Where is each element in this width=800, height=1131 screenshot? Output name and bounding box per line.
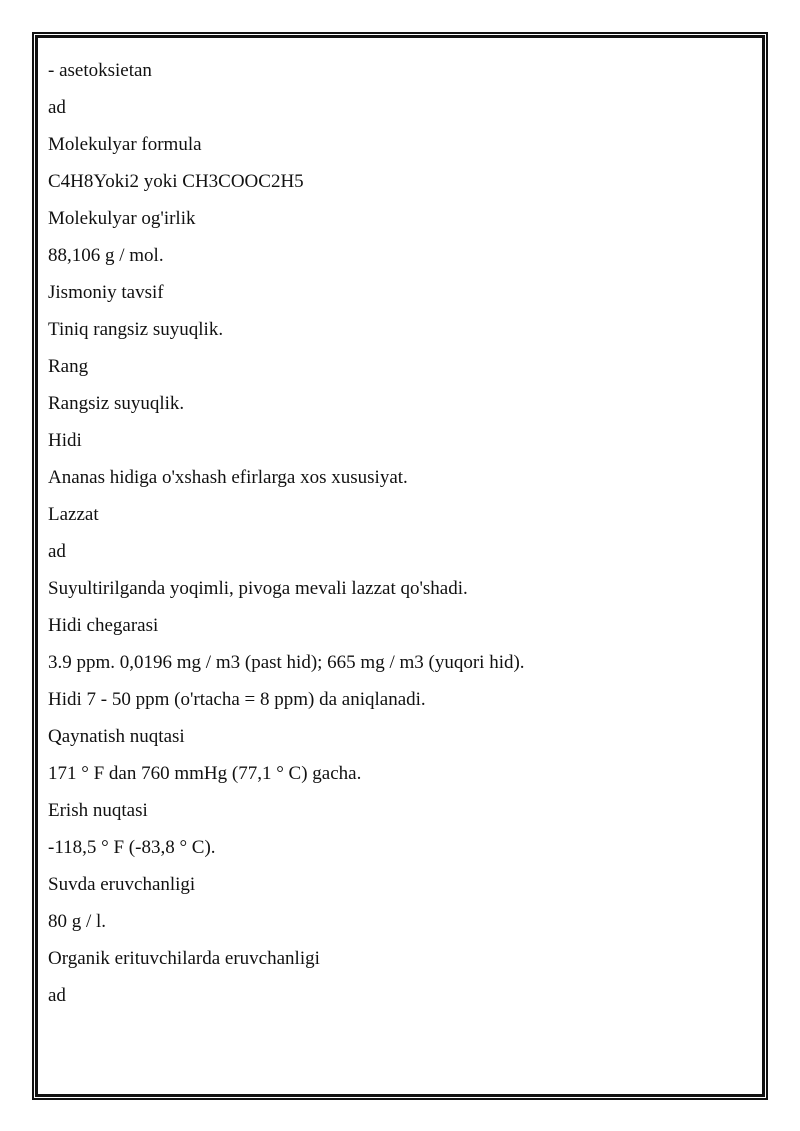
text-line: Rangsiz suyuqlik. xyxy=(48,393,185,414)
text-line: Hidi chegarasi xyxy=(48,615,159,636)
text-line: Tiniq rangsiz suyuqlik. xyxy=(48,319,224,340)
text-line: 3.9 ppm. 0,0196 mg / m3 (past hid); 665 mg / m3 (yuqori hid). xyxy=(48,652,525,673)
text-line: C4H8Yoki2 yoki CH3COOC2H5 xyxy=(48,171,304,192)
text-line: Jismoniy tavsif xyxy=(48,282,164,303)
text-line: ad xyxy=(48,541,66,562)
text-line: Suyultirilganda yoqimli, pivoga mevali lazzat qo'shadi. xyxy=(48,578,468,599)
text-line: 80 g / l. xyxy=(48,911,107,932)
text-line: Molekulyar formula xyxy=(48,134,202,155)
text-line: 171 ° F dan 760 mmHg (77,1 ° C) gacha. xyxy=(48,763,362,784)
text-line: Hidi 7 - 50 ppm (o'rtacha = 8 ppm) da aniqlanadi. xyxy=(48,689,426,710)
text-line: Suvda eruvchanligi xyxy=(48,874,196,895)
text-line: 88,106 g / mol. xyxy=(48,245,164,266)
text-line: Lazzat xyxy=(48,504,99,525)
text-line: Qaynatish nuqtasi xyxy=(48,726,185,747)
text-line: ad xyxy=(48,97,66,118)
text-line: ad xyxy=(48,985,66,1006)
text-line: -118,5 ° F (-83,8 ° C). xyxy=(48,837,216,858)
document-body xyxy=(48,52,748,1014)
text-line: Hidi xyxy=(48,430,82,451)
text-line: Erish nuqtasi xyxy=(48,800,148,821)
text-line: - asetoksietan xyxy=(48,60,152,81)
text-line: Molekulyar og'irlik xyxy=(48,208,196,229)
text-line: Rang xyxy=(48,356,89,377)
text-line: Organik erituvchilarda eruvchanligi xyxy=(48,948,320,969)
text-line: Ananas hidiga o'xshash efirlarga xos xususiyat. xyxy=(48,467,408,488)
